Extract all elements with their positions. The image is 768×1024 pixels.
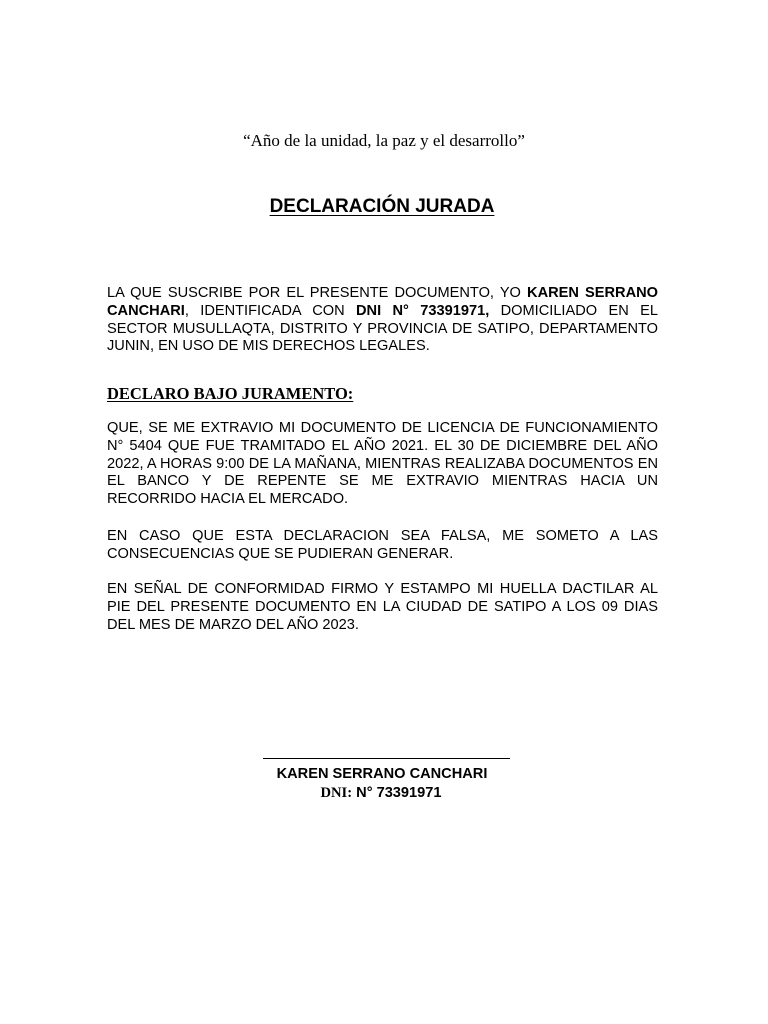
motto-line: “Año de la unidad, la paz y el desarrollo” (243, 131, 525, 150)
document-title: DECLARACIÓN JURADA (269, 196, 495, 217)
declarant-name: KAREN SERRANO CANCHARI (107, 285, 659, 319)
conformity-paragraph: EN SEÑAL DE CONFORMIDAD FIRMO Y ESTAMPO MI HUELLA DACTILAR AL PIE DEL PRESENTE DOCUMENTO EN LA CIUDAD DE SATIPO A LOS 09 DIAS DEL MES DE MARZO DEL AÑO 2023. (107, 581, 658, 633)
signature-name: KAREN SERRANO CANCHARI (276, 766, 488, 782)
intro-text-2: , IDENTIFICADA CON (184, 302, 356, 319)
intro-text-1: LA QUE SUSCRIBE POR EL PRESENTE DOCUMENTO, YO (107, 285, 528, 301)
declaration-paragraph: QUE, SE ME EXTRAVIO MI DOCUMENTO DE LICENCIA DE FUNCIONAMIENTO N° 5404 QUE FUE TRAMITADO EL AÑO 2021. EL 30 DE DICIEMBRE DEL AÑO 2022, A HORAS 9:00 DE LA MAÑANA, MIENTRAS REALIZABA DOCUMENTOS EN EL BANCO Y DE REPENTE SE ME EXTRAVIO MIENTRAS HACIA UN RECORRIDO HACIA EL MERCADO. (107, 420, 658, 508)
false-declaration-paragraph: EN CASO QUE ESTA DECLARACION SEA FALSA, ME SOMETO A LAS CONSECUENCIAS QUE SE PUDIERAN GENERAR. (107, 528, 658, 562)
signature-dni-label: DNI: (320, 785, 353, 801)
declarant-dni: DNI N° 73391971, (356, 302, 490, 319)
signature-line (263, 758, 510, 759)
intro-paragraph (107, 285, 658, 356)
intro-text-3: DOMICILIADO EN EL SECTOR MUSULLAQTA, DISTRITO Y PROVINCIA DE SATIPO, DEPARTAMENTO JUNIN, EN USO DE MIS DERECHOS LEGALES. (107, 302, 658, 355)
signature-dni (0, 784, 762, 802)
section-heading: DECLARO BAJO JURAMENTO: (107, 384, 354, 403)
signature-dni-value: N° 73391971 (352, 785, 442, 801)
